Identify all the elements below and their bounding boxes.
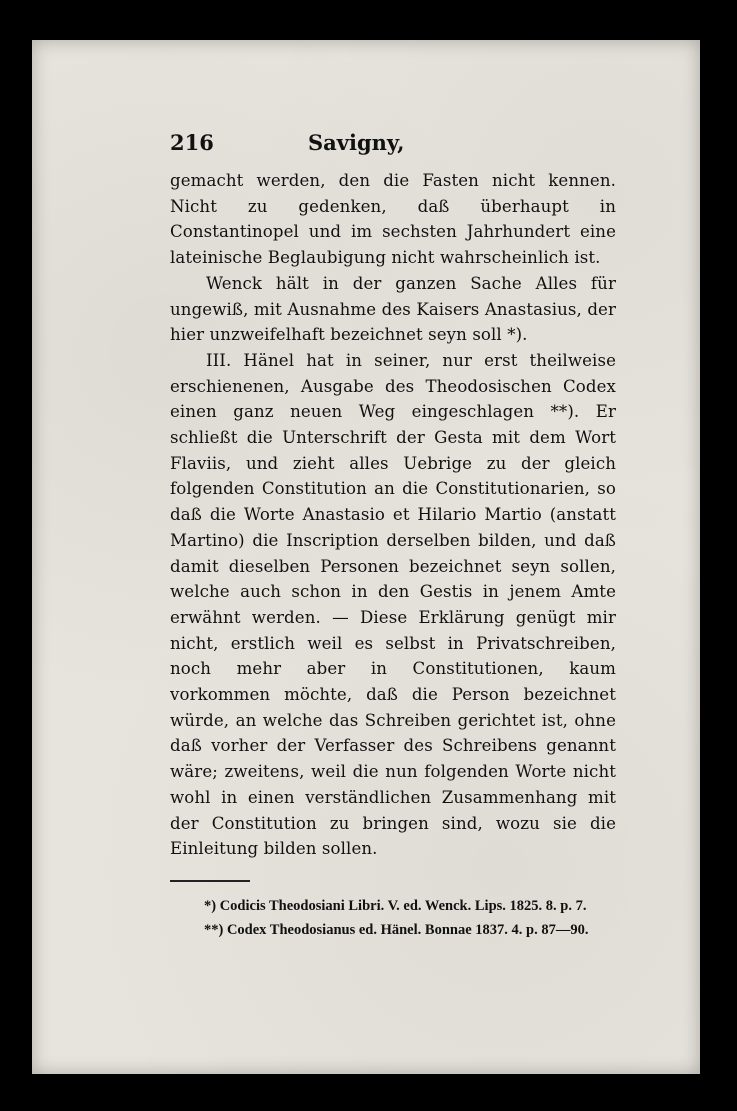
text-block [170,130,616,942]
footnote-rule [170,880,250,882]
paragraph-wenck: Wenck hält in der ganzen Sache Alles für ungewiß, mit Ausnahme des Kaisers Anastasius, der hier unzweifelhaft bezeichnet seyn soll *). [170,273,616,345]
footnote-2: **) Codex Theodosianus ed. Hänel. Bonnae 1837. 4. p. 87—90. [204,921,589,938]
page-number: 216 [170,130,214,155]
book-page [32,40,700,1074]
running-title: Savigny, [308,130,405,155]
page-header [170,130,616,164]
paragraph-continuation: gemacht werden, den die Fasten nicht kennen. Nicht zu gedenken, daß überhaupt in Constantinopel und im sechsten Jahrhundert eine lateinische Beglaubigung nicht wahrscheinlich ist. [170,171,616,268]
body-text [170,168,616,862]
paragraph-haenel: III. Hänel hat in seiner, nur erst theilweise erschienenen, Ausgabe des Theodosischen Codex einen ganz neuen Weg eingeschlagen **). Er schließt die Unterschrift der Gesta mit dem Wort Flaviis, und zieht alles Uebrige zu der gleich folgenden Constitution an die Constitutionarien, so daß die Worte Anastasio et Hilario Martio (anstatt Martino) die Inscription derselben bilden, und daß damit dieselben Personen bezeichnet seyn sollen, welche auch schon in den Gestis in jenem Amte erwähnt werden. — Diese Erklärung genügt mir nicht, erstlich weil es selbst in Privatschreiben, noch mehr aber in Constitutionen, kaum vorkommen möchte, daß die Person bezeichnet würde, an welche das Schreiben gerichtet ist, ohne daß vorher der Verfasser des Schreibens genannt wäre; zweitens, weil die nun folgenden Worte nicht wohl in einen verständlichen Zusammenhang mit der Constitution zu bringen sind, wozu sie die Einleitung bilden sollen. [170,350,616,859]
footnote-1: *) Codicis Theodosiani Libri. V. ed. Wenck. Lips. 1825. 8. p. 7. [204,897,587,914]
footnotes [170,894,616,942]
